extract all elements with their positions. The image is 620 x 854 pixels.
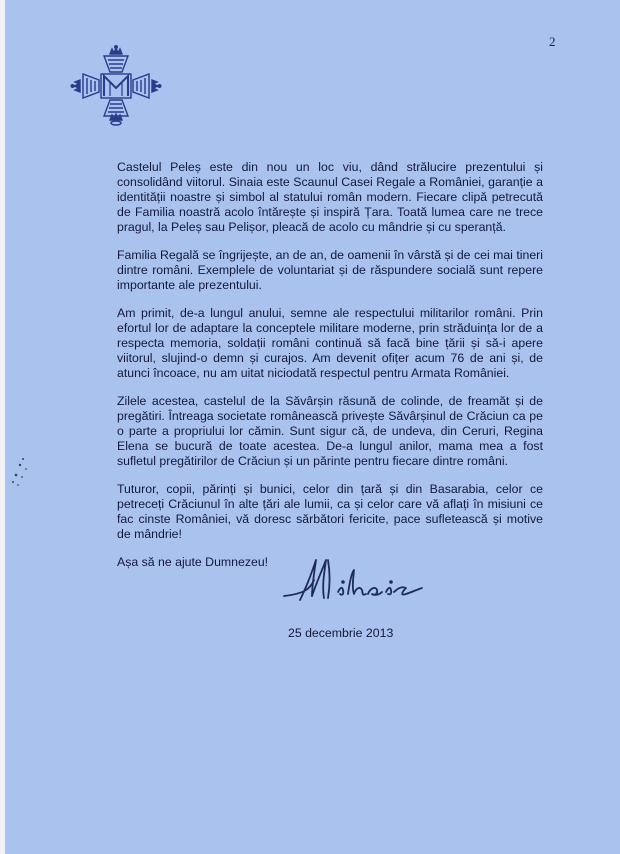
letter-body — [117, 160, 543, 582]
closing-line: Așa să ne ajute Dumnezeu! — [117, 554, 269, 569]
handwritten-signature — [282, 550, 452, 610]
paragraph-peles: Castelul Peleș este din nou un loc viu, dând strălucire prezentului și consolidând viitorul. Sinaia este Scaunul Casei Regale a României, garanție a identității noastre și simbol al statului român modern. Fiecare clipă petrecută de Familia noastră acolo întărește și inspiră Țara. Toată lumea care ne trece pragul, la Peleș sau Pelișor, pleacă de acolo cu mândrie și cu speranță. — [117, 160, 543, 235]
paragraph-royal-family: Familia Regală se îngrijește, an de an, de oamenii în vârstă și de cei mai tineri dintre români. Exemplele de voluntariat și de răspundere socială sunt repere importante ale prezentului. — [117, 247, 543, 293]
page-number: 2 — [549, 34, 556, 49]
paper-edge — [0, 0, 5, 854]
letter-date: 25 decembrie 2013 — [288, 626, 394, 640]
paragraph-military: Am primit, de-a lungul anului, semne ale respectului militarilor români. Prin efortul lor de adaptare la conceptele militare moderne, prin străduința lor de a respecta memoria, soldații români continuă să facă bine țării și să-i apere viitorul, slujind-o demn și curajos. Am devenit ofițer acum 76 de ani și, de atunci încoace, nu am uitat niciodată respectul pentru Armata României. — [117, 305, 543, 381]
paragraph-savarsin: Zilele acestea, castelul de la Săvârșin răsună de colinde, de freamăt și de pregătiri. Întreaga societate românească privește Săvârșinul de Crăciun ca pe o parte a propriului lor cămin. Sunt sigur că, de undeva, din Ceruri, Regina Elena se bucură de toate acestea. De-a lungul anilor, mama mea a fost sufletul pregătirilor de Crăciun și un părinte pentru fiecare dintre români. — [117, 393, 543, 469]
paper-specks — [8, 455, 34, 495]
paragraph-wishes: Tuturor, copii, părinți și bunici, celor din țară și din Basarabia, celor ce petreceți Crăciunul în alte țări ale lumii, ca și celor care vă aflați în misiuni ce fac cinste României, vă doresc sărbători fericite, pace sufletească și motive de mândrie! — [117, 481, 543, 541]
royal-monogram-cross-icon — [70, 44, 162, 128]
